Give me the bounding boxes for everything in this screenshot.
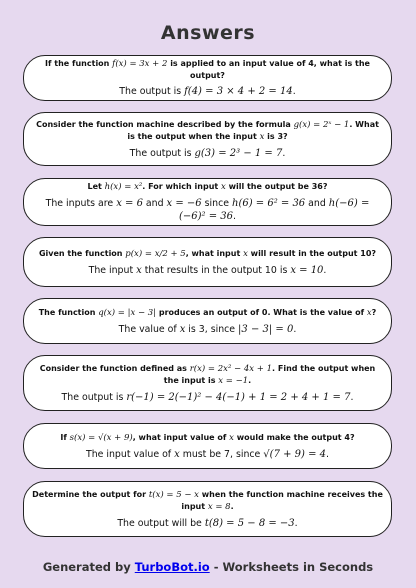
math: g(3) = 2³ − 1 = 7 [194, 147, 283, 159]
answer-card-2 [23, 112, 392, 166]
answer-text: The input x that results in the output 10 is x = 10. [88, 264, 327, 276]
answer-card-1 [23, 55, 392, 101]
math: h(−6) = (−6)² = 36 [179, 198, 370, 222]
answer-text: The output will be t(8) = 5 − 8 = −3. [117, 517, 298, 529]
page-title: Answers [160, 22, 256, 44]
math: p(x) = x/2 + 5 [125, 248, 186, 259]
math: g(x) = 2ˣ − 1 [293, 119, 350, 130]
math: x [229, 432, 234, 443]
math: r(−1) = 2(−1)² − 4(−1) + 1 = 2 + 4 + 1 = 7 [126, 391, 351, 403]
math: f(4) = 3 × 4 + 2 = 14 [184, 86, 293, 97]
answer-card-7 [23, 423, 392, 469]
math: x [221, 182, 226, 192]
question-text: The function q(x) = |x − 3| produces an output of 0. What is the value of x? [38, 307, 377, 318]
math: x = −1 [218, 375, 249, 386]
question-text: Determine the output for t(x) = 5 − x when the function machine receives the input x = 8. [32, 489, 383, 512]
math: x [136, 264, 142, 276]
answer-card-4 [23, 237, 392, 287]
math: x [366, 307, 372, 318]
question-text: Consider the function defined as r(x) = 2x² − 4x + 1. Find the output when the input is x = −1. [39, 363, 376, 386]
math: x [259, 131, 265, 142]
math: f(x) = 3x + 2 [112, 59, 168, 69]
math: s(x) = √(x + 9) [69, 432, 133, 443]
answer-card-3 [23, 178, 392, 226]
math: h(6) = 6² = 36 [232, 198, 306, 209]
footer: Generated by TurboBot.io - Worksheets in Seconds [42, 560, 374, 574]
answer-card-6 [23, 355, 392, 411]
question-text: If s(x) = √(x + 9), what input value of x would make the output 4? [60, 432, 355, 443]
math: t(x) = 5 − x [148, 489, 199, 500]
question-text: Consider the function machine described by the formula g(x) = 2ˣ − 1. What is the output when the input x is 3? [36, 119, 379, 142]
math: x [174, 448, 180, 460]
answer-card-8 [23, 481, 392, 537]
math: x = 10 [290, 264, 324, 276]
question-text: Let h(x) = x². For which input x will the output be 36? [87, 182, 328, 192]
answer-card-5 [23, 298, 392, 344]
turbobot-link[interactable]: TurboBot.io [134, 560, 210, 574]
answer-text: The input value of x must be 7, since √(7 + 9) = 4. [85, 448, 330, 460]
math: |3 − 3| = 0 [238, 323, 294, 335]
math: q(x) = |x − 3| [98, 307, 157, 318]
answer-text: The inputs are x = 6 and x = −6 since h(6) = 6² = 36 and h(−6) = (−6)² = 36. [45, 198, 370, 222]
math: x = −6 [166, 198, 202, 209]
math: x = 6 [116, 198, 143, 209]
question-text: If the function f(x) = 3x + 2 is applied to an input value of 4, what is the output? [45, 59, 370, 80]
answer-text: The output is g(3) = 2³ − 1 = 7. [129, 147, 286, 159]
math: x = 8 [207, 501, 231, 512]
math: x [243, 248, 248, 259]
math: √(7 + 9) = 4 [263, 448, 327, 460]
math: h(x) = x² [104, 182, 143, 192]
math: t(8) = 5 − 8 = −3 [204, 517, 295, 529]
answer-text: The output is f(4) = 3 × 4 + 2 = 14. [119, 86, 296, 97]
math: x [179, 323, 186, 335]
answer-text: The value of x is 3, since |3 − 3| = 0. [118, 323, 297, 335]
answer-text: The output is r(−1) = 2(−1)² − 4(−1) + 1 = 2 + 4 + 1 = 7. [61, 391, 354, 403]
math: r(x) = 2x² − 4x + 1 [189, 363, 273, 374]
question-text: Given the function p(x) = x/2 + 5, what input x will result in the output 10? [38, 248, 377, 259]
